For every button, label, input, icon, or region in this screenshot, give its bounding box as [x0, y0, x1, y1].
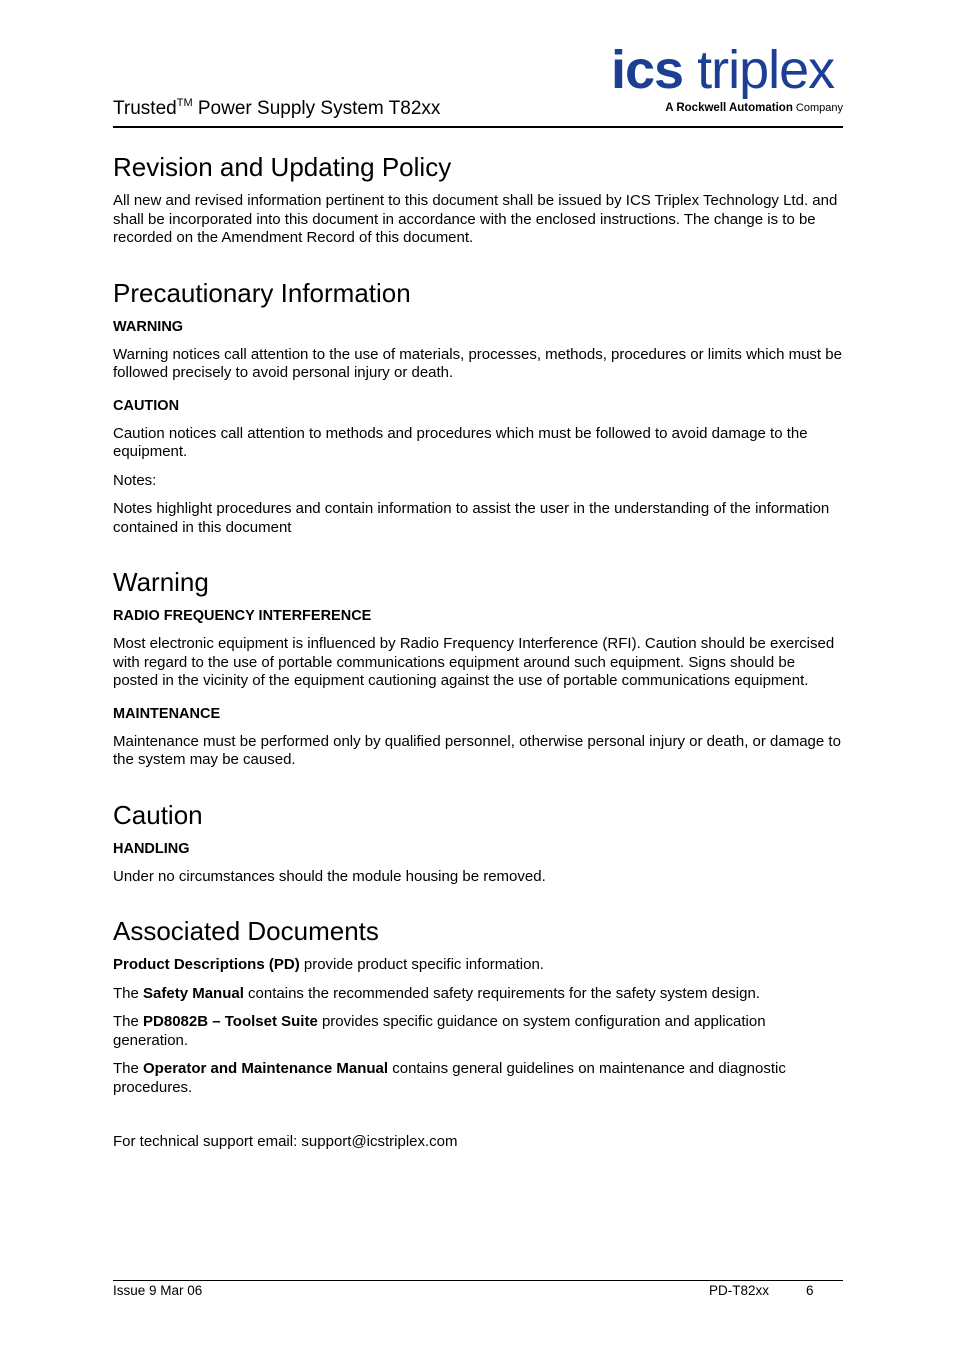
- footer-rule: [113, 1280, 843, 1281]
- subheading-rfi: RADIO FREQUENCY INTERFERENCE: [113, 608, 372, 624]
- associated-p2-rest: contains the recommended safety requirements for the safety system design.: [243, 984, 760, 1002]
- header-title-post: Power Supply System T82xx: [192, 98, 441, 119]
- heading-warning: Warning: [113, 567, 209, 597]
- maintenance-body: Maintenance must be performed only by qualified personnel, otherwise personal injury or death, or damage to the system may be caused.: [113, 732, 841, 768]
- warning-body: Warning notices call attention to the use of materials, processes, methods, procedures or limits which must be followed precisely to avoid personal injury or death.: [113, 345, 842, 381]
- subheading-caution: CAUTION: [113, 397, 180, 414]
- associated-p4-pre: The: [113, 1060, 144, 1077]
- associated-p3: [113, 1013, 843, 1050]
- footer-issue: Issue 9 Mar 06: [113, 1283, 203, 1298]
- caution-body: Caution notices call attention to methods and procedures which must be followed to avoid damage to the equipment.: [113, 424, 808, 460]
- associated-p2: [113, 985, 843, 1004]
- associated-p1: [113, 956, 843, 975]
- footer-page-number: 6: [806, 1283, 814, 1298]
- associated-p3-rest: provides specific guidance on system configuration and application generation.: [113, 1013, 766, 1049]
- trademark-sup: TM: [176, 96, 193, 109]
- logo-tagline: [665, 102, 843, 114]
- company-logo: [611, 40, 843, 120]
- logo-tagline-bold: A Rockwell Automation: [665, 102, 793, 114]
- associated-p4-rest: contains general guidelines on maintenance and diagnostic procedures.: [113, 1060, 786, 1096]
- heading-precautionary: Precautionary Information: [113, 277, 411, 308]
- page-header-title: [113, 98, 440, 120]
- subheading-warning: WARNING: [113, 318, 184, 335]
- associated-p4-bold: Operator and Maintenance Manual: [143, 1060, 389, 1077]
- heading-revision: Revision and Updating Policy: [113, 152, 452, 182]
- handling-body: Under no circumstances should the module housing be removed.: [113, 867, 546, 885]
- revision-body: All new and revised information pertinent to this document shall be issued by ICS Triplex Technology Ltd. and shall be incorporated into this document in accordance with the enclosed instructions. The change is to be recorded on the Amendment Record of this document.: [113, 192, 838, 246]
- support-email-line: For technical support email: support@icstriplex.com: [113, 1133, 458, 1150]
- footer-doc-id: PD-T82xx: [709, 1283, 770, 1298]
- rfi-body: Most electronic equipment is influenced by Radio Frequency Interference (RFI). Caution should be exercised with regard to the use of portable communications equipment around such equipment. Signs should be posted in the vicinity of the equipment cautioning against the use of portable communications equipment.: [113, 635, 835, 689]
- associated-p3-bold: PD8082B – Toolset Suite: [143, 1013, 318, 1030]
- subheading-maintenance: MAINTENANCE: [113, 705, 221, 722]
- associated-p3-pre: The: [113, 1013, 144, 1030]
- heading-associated-documents: Associated Documents: [113, 916, 379, 946]
- notes-body: Notes highlight procedures and contain information to assist the user in the understanding of the information contained in this document: [113, 500, 830, 536]
- notes-label: Notes:: [113, 471, 157, 489]
- header-rule: [113, 126, 843, 128]
- heading-caution: Caution: [113, 799, 203, 830]
- logo-wordmark: [611, 38, 834, 102]
- header-title-pre: Trusted: [113, 98, 177, 119]
- logo-tagline-rest: Company: [792, 102, 843, 114]
- associated-p1-rest: provide product specific information.: [299, 956, 544, 973]
- associated-p1-bold: Product Descriptions (PD): [113, 956, 300, 973]
- associated-p2-bold: Safety Manual: [143, 984, 244, 1002]
- logo-ics: ics: [611, 40, 684, 100]
- subheading-handling: HANDLING: [113, 840, 190, 857]
- associated-p4: [113, 1060, 843, 1097]
- logo-rest: triplex: [697, 40, 835, 100]
- associated-p2-pre: The: [113, 984, 144, 1002]
- document-body: [113, 152, 843, 1152]
